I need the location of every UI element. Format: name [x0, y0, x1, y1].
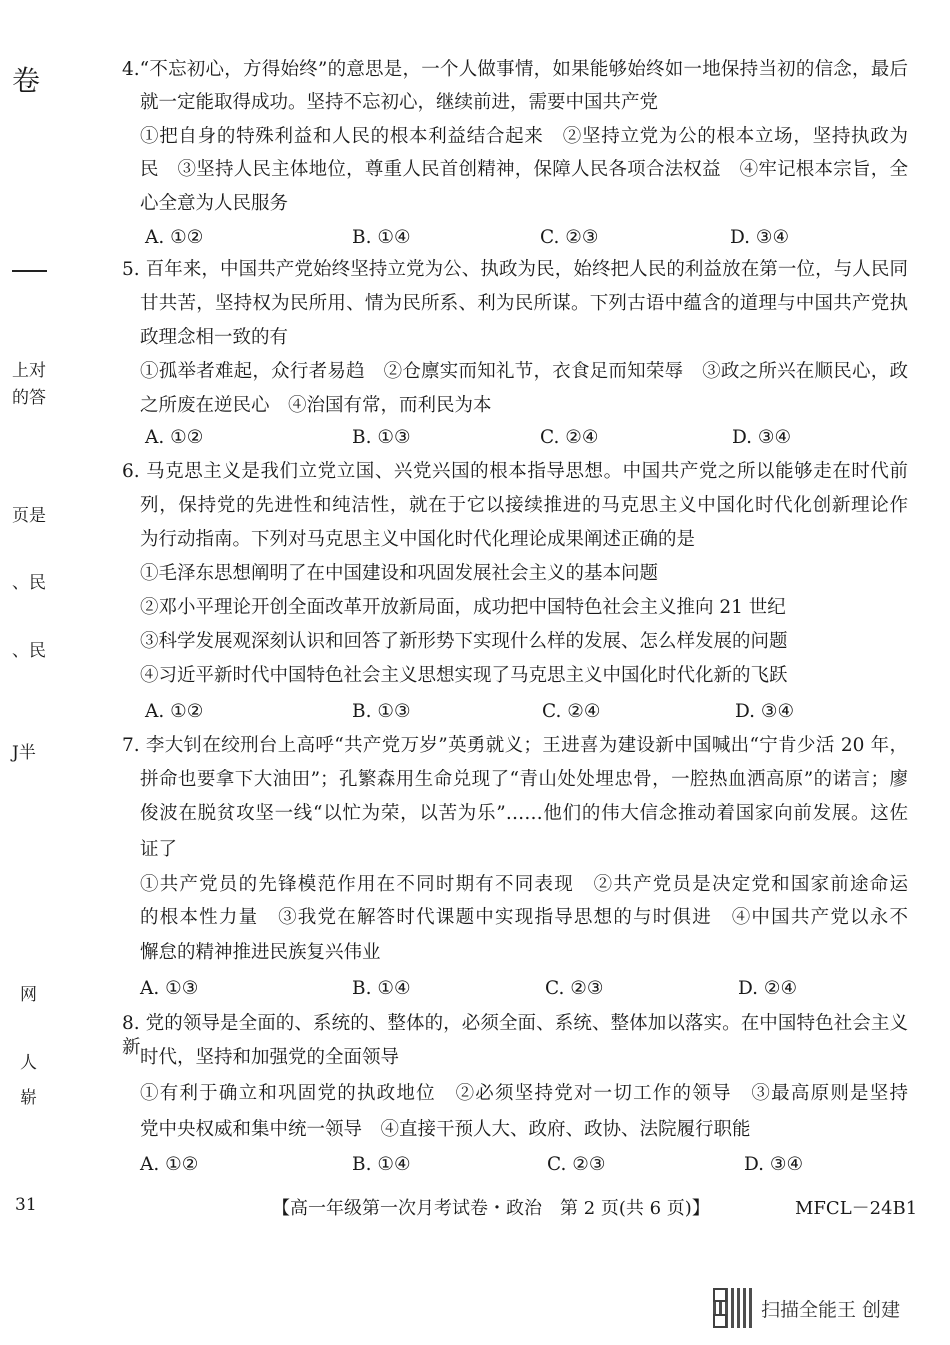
question-line: ①把自身的特殊利益和人民的根本利益结合起来 ②坚持立党为公的根本立场，坚持执政为 — [140, 126, 908, 147]
question-line: 为行动指南。下列对马克思主义中国化时代化理论成果阐述正确的是 — [140, 529, 696, 550]
question-line: 懈怠的精神推进民族复兴伟业 — [140, 942, 381, 963]
answer-option-d: D. ③④ — [744, 1154, 804, 1175]
answer-option-c: C. ②③ — [547, 1154, 606, 1175]
answer-option-d: D. ③④ — [735, 701, 795, 722]
question-line: 就一定能取得成功。坚持不忘初心，继续前进，需要中国共产党 — [140, 92, 659, 113]
question-line: 甘共苦，坚持权为民所用、情为民所系、利为民所谋。下列古语中蕴含的道理与中国共产党执 — [140, 293, 908, 314]
answer-option-d: D. ③④ — [732, 427, 792, 448]
margin-note: 页是 — [12, 506, 46, 526]
question-stem: 5. 百年来，中国共产党始终坚持立党为公、执政为民，始终把人民的利益放在第一位，与人民同 — [122, 259, 908, 280]
answer-option-c: C. ②③ — [545, 978, 604, 999]
answer-option-d: D. ③④ — [730, 227, 790, 248]
margin-note: 网 — [20, 985, 37, 1005]
answer-option-a: A. ①② — [140, 1154, 199, 1175]
question-line: 列，保持党的先进性和纯洁性，就在于它以接续推进的马克思主义中国化时代化创新理论作 — [140, 495, 908, 516]
question-line: ②邓小平理论开创全面改革开放新局面，成功把中国特色社会主义推向 21 世纪 — [140, 597, 786, 618]
question-line: ③科学发展观深刻认识和回答了新形势下实现什么样的发展、怎么样发展的问题 — [140, 631, 788, 652]
answer-option-b: B. ①④ — [352, 1154, 411, 1175]
question-stem: 4.“不忘初心，方得始终”的意思是，一个人做事情，如果能够始终如一地保持当初的信念，最后 — [122, 59, 908, 80]
question-line: 证了 — [140, 839, 178, 860]
question-line: ①共产党员的先锋模范作用在不同时期有不同表现 ②共产党员是决定党和国家前途命运 — [140, 874, 908, 895]
margin-note: 、民 — [12, 573, 46, 593]
answer-option-a: A. ①② — [145, 701, 204, 722]
scanner-label: 扫描全能王 创建 — [761, 1298, 901, 1321]
answer-option-c: C. ②④ — [540, 427, 599, 448]
answer-option-c: C. ②③ — [540, 227, 599, 248]
answer-option-b: B. ①④ — [352, 978, 411, 999]
question-line: ①孤举者难起，众行者易趋 ②仓廪实而知礼节，衣食足而知荣辱 ③政之所兴在顺民心，政 — [140, 361, 908, 382]
question-line: 心全意为人民服务 — [140, 193, 289, 214]
answer-option-a: A. ①② — [145, 227, 204, 248]
question-line: ①有利于确立和巩固党的执政地位 ②必须坚持党对一切工作的领导 ③最高原则是坚持 — [140, 1083, 908, 1104]
answer-option-b: B. ①③ — [352, 701, 411, 722]
margin-char-juan: 卷 — [12, 64, 41, 97]
margin-note: J半 — [12, 743, 36, 763]
question-line: 之所废在逆民心 ④治国有常，而利民为本 — [140, 395, 492, 416]
question-line: 民 ③坚持人民主体地位，尊重人民首创精神，保障人民各项合法权益 ④牢记根本宗旨，全 — [140, 159, 908, 180]
question-stem: 7. 李大钊在绞刑台上高呼“共产党万岁”英勇就义；王进喜为建设新中国喊出“宁肯少活 20 年， — [122, 735, 908, 756]
margin-note: 、民 — [12, 641, 46, 661]
scanner-watermark — [713, 1288, 900, 1328]
question-line: 的根本性力量 ③我党在解答时代课题中实现指导思想的与时俱进 ④中国共产党以永不 — [140, 907, 908, 928]
answer-option-a: A. ①③ — [140, 978, 199, 999]
exam-code: MFCL－24B1 — [795, 1198, 918, 1219]
margin-note: 上对 — [12, 361, 46, 381]
answer-option-d: D. ②④ — [738, 978, 798, 999]
question-line: 时代，坚持和加强党的全面领导 — [140, 1047, 400, 1068]
question-line: ④习近平新时代中国特色社会主义思想实现了马克思主义中国化时代化新的飞跃 — [140, 665, 788, 686]
question-line: 俊波在脱贫攻坚一线“以忙为荣，以苦为乐”……他们的伟大信念推动着国家向前发展。这佐 — [140, 803, 908, 824]
question-line: 党中央权威和集中统一领导 ④直接干预人大、政府、政协、法院履行职能 — [140, 1119, 751, 1140]
qr-code-icon — [713, 1288, 753, 1328]
question-line: 政理念相一致的有 — [140, 327, 289, 348]
question-stem: 6. 马克思主义是我们立党立国、兴党兴国的根本指导思想。中国共产党之所以能够走在时代前 — [122, 461, 908, 482]
footer-title: 【高一年级第一次月考试卷・政治 第 2 页(共 6 页)】 — [272, 1198, 710, 1219]
margin-note: 的答 — [12, 388, 46, 408]
question-stem: 8. 党的领导是全面的、系统的、整体的，必须全面、系统、整体加以落实。在中国特色社会主义新 — [122, 1013, 908, 1058]
question-line: ①毛泽东思想阐明了在中国建设和巩固发展社会主义的基本问题 — [140, 563, 659, 584]
margin-note: 31 — [15, 1195, 37, 1215]
answer-option-b: B. ①④ — [352, 227, 411, 248]
margin-note: 人 — [20, 1053, 37, 1073]
answer-option-b: B. ①③ — [352, 427, 411, 448]
question-line: 拼命也要拿下大油田”；孔繁森用生命兑现了“青山处处埋忠骨，一腔热血洒高原”的诺言；廖 — [140, 769, 908, 790]
answer-option-c: C. ②④ — [542, 701, 601, 722]
margin-note: 崭 — [20, 1088, 37, 1108]
margin-rule — [12, 270, 47, 272]
answer-option-a: A. ①② — [145, 427, 204, 448]
